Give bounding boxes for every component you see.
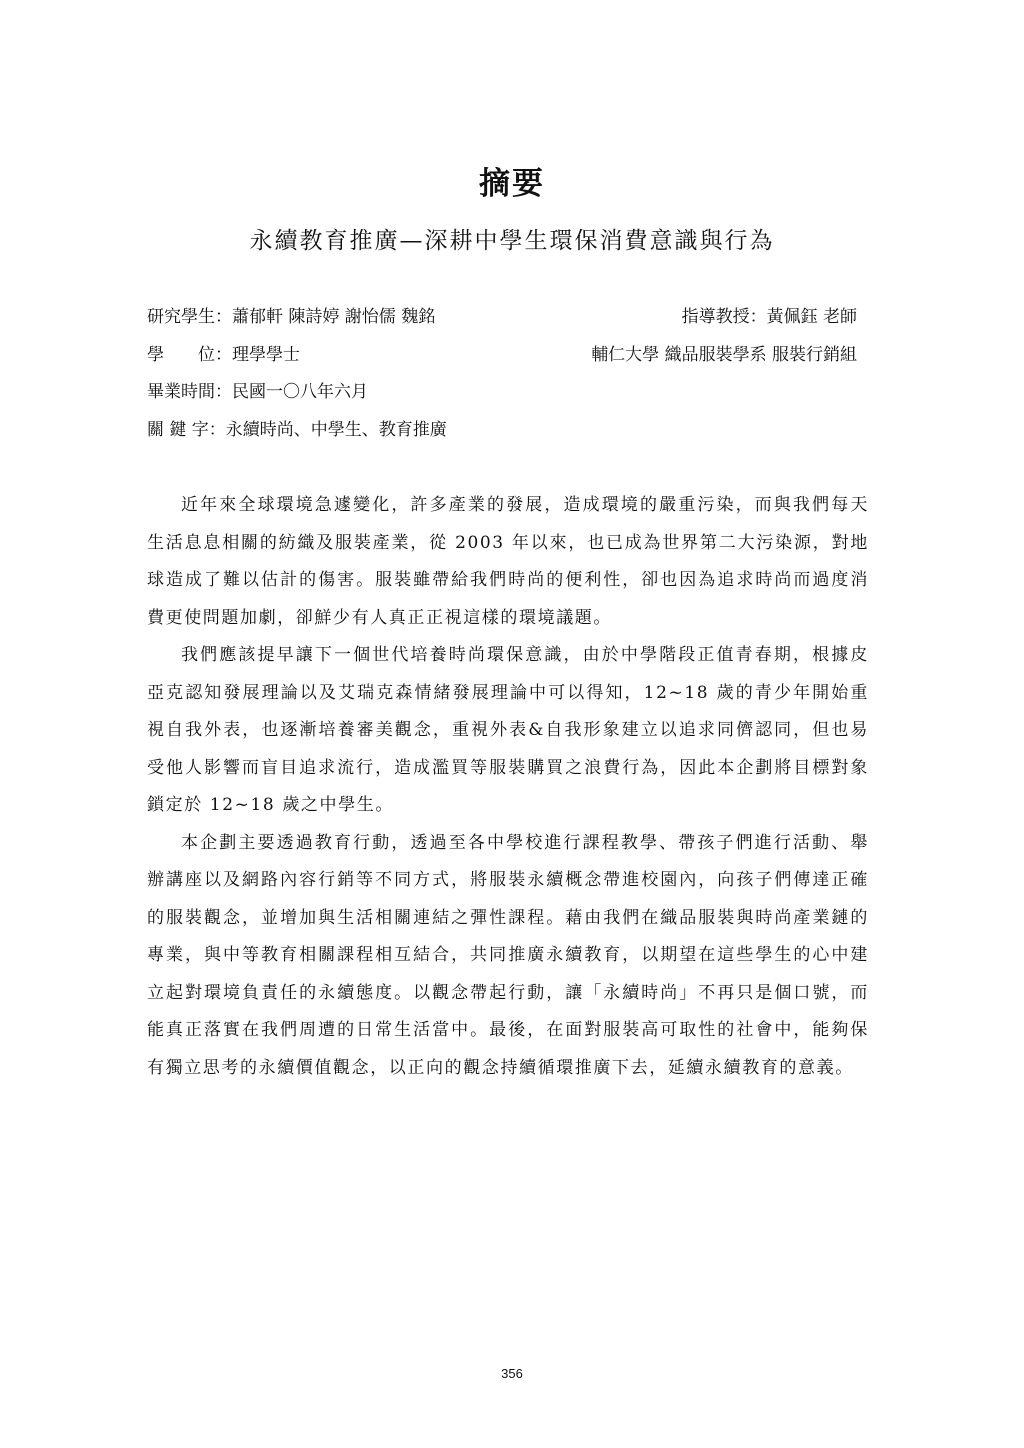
meta-row-researchers xyxy=(147,302,867,332)
researchers-text: 研究學生：蕭郁軒 陳詩婷 謝怡儒 魏銘 xyxy=(147,307,436,327)
graduation-text: 畢業時間：民國一〇八年六月 xyxy=(147,382,368,402)
advisor-text: 指導教授：黃佩鈺 老師 xyxy=(681,307,857,327)
paragraph-2: 我們應該提早讓下一個世代培養時尚環保意識，由於中學階段正值青春期，根據皮亞克認知發展理論以及艾瑞克森情緒發展理論中可以得知，12~18 歲的青少年開始重視自我外表，也逐漸培養審美觀念，重視外表&自我形象建立以追求同儕認同，但也易受他人影響而盲目追求流行，造成濫買等服裝購買之浪費行為，因此本企劃將目標對象鎖定於 12~18 歲之中學生。 xyxy=(147,645,869,815)
abstract-title: 摘要 xyxy=(479,166,545,202)
meta-row-keywords xyxy=(147,415,867,445)
paragraph-1: 近年來全球環境急遽變化，許多產業的發展，造成環境的嚴重污染，而與我們每天生活息息相關的紡織及服裝產業，從 2003 年以來，也已成為世界第二大污染源，對地球造成了難以估計的傷害。服裝雖帶給我們時尚的便利性，卻也因為追求時尚而過度消費更使問題加劇，卻鮮少有人真正正視這樣的環境議題。 xyxy=(147,495,869,628)
paragraph-3: 本企劃主要透過教育行動，透過至各中學校進行課程教學、帶孩子們進行活動、舉辦講座以及網路內容行銷等不同方式，將服裝永續概念帶進校園內，向孩子們傳達正確的服裝觀念，並增加與生活相關連結之彈性課程。藉由我們在織品服裝與時尚產業鏈的專業，與中等教育相關課程相互結合，共同推廣永續教育，以期望在這些學生的心中建立起對環境負責任的永續態度。以觀念帶起行動，讓「永續時尚」不再只是個口號，而能真正落實在我們周遭的日常生活當中。最後，在面對服裝高可取性的社會中，能夠保有獨立思考的永續價值觀念，以正向的觀念持續循環推廣下去，延續永續教育的意義。 xyxy=(147,832,869,1078)
department-text: 輔仁大學 織品服裝學系 服裝行銷組 xyxy=(591,345,857,365)
meta-row-graduation xyxy=(147,377,867,407)
abstract-body xyxy=(147,487,869,1087)
degree-text: 學 位：理學學士 xyxy=(147,345,300,365)
keywords-text: 關 鍵 字：永續時尚、中學生、教育推廣 xyxy=(147,420,447,440)
page-number: 356 xyxy=(501,1366,523,1381)
meta-row-degree xyxy=(147,340,867,370)
thesis-subtitle: 永續教育推廣—深耕中學生環保消費意識與行為 xyxy=(249,228,775,254)
